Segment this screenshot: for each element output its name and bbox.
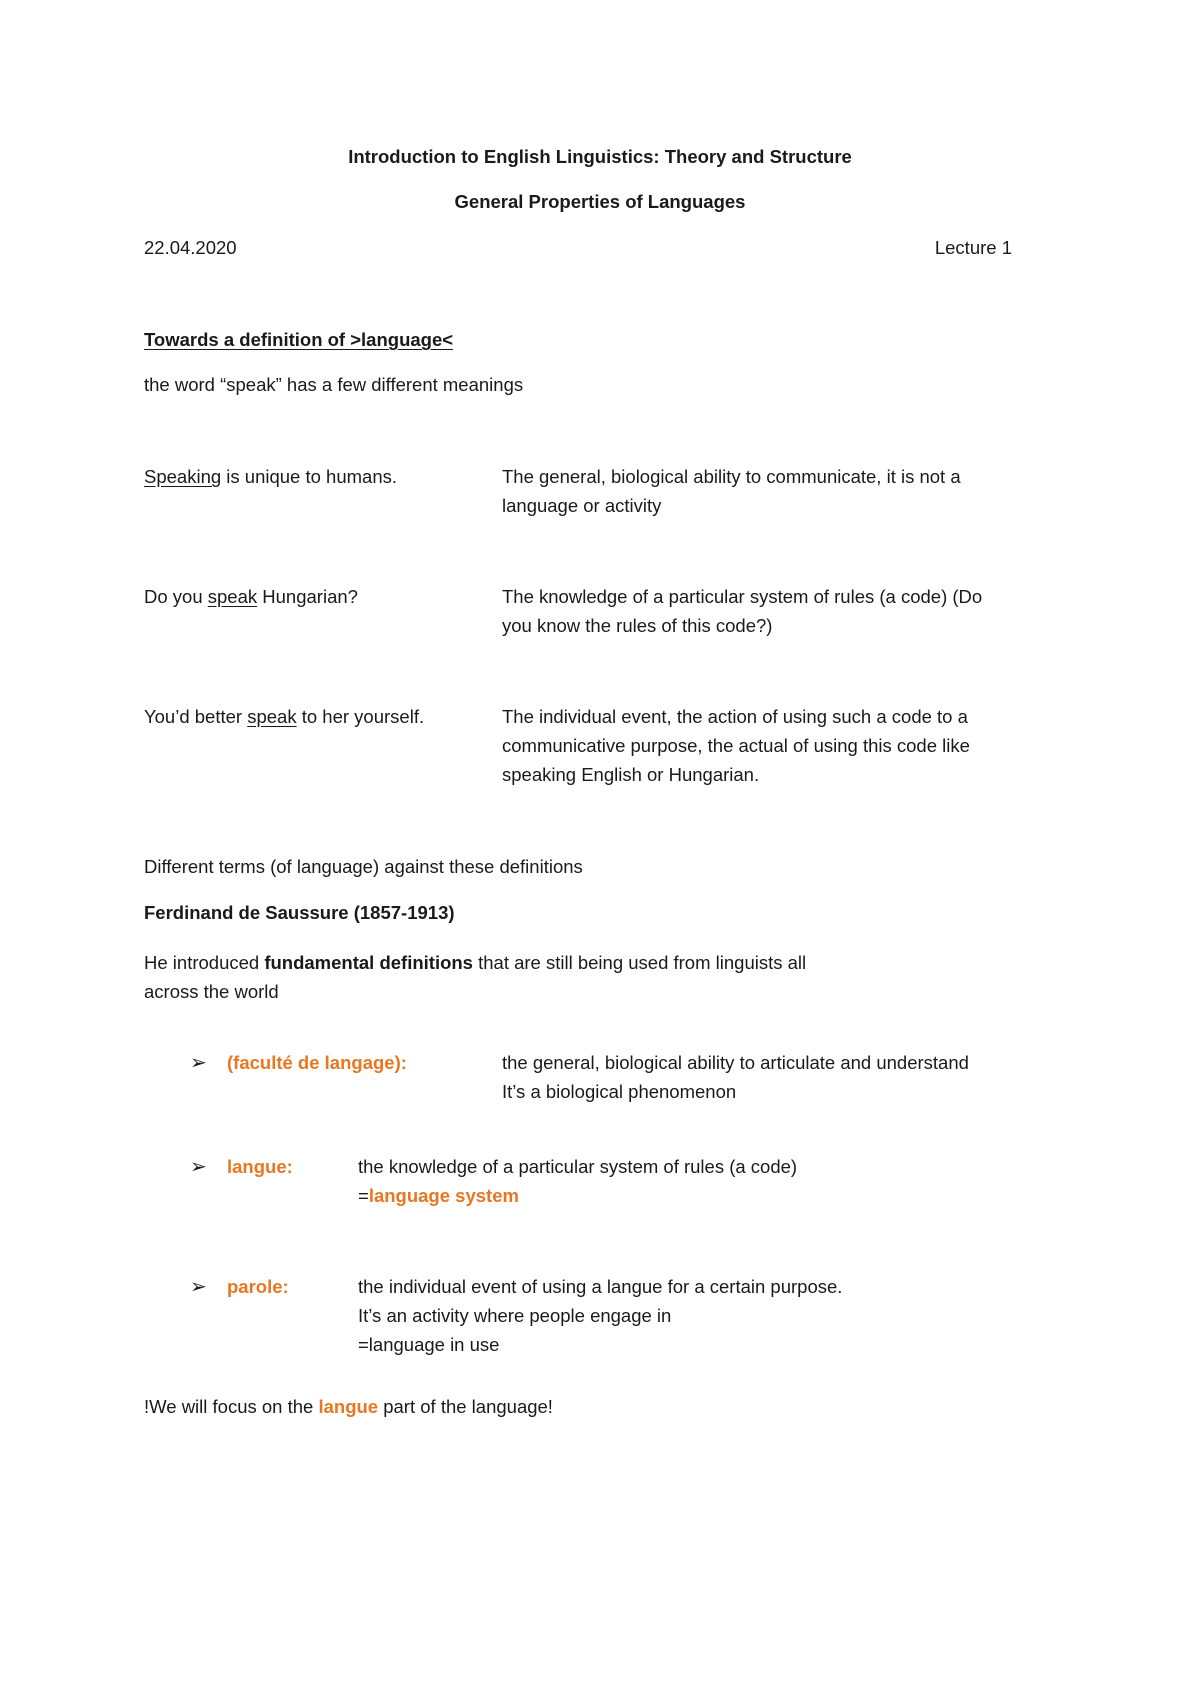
term-line: the general, biological ability to articulate and understand bbox=[502, 1052, 969, 1073]
desc-line: across the world bbox=[144, 981, 279, 1002]
example-keyword: speak bbox=[207, 586, 258, 607]
definition-line: you know the rules of this code?) bbox=[502, 615, 773, 636]
term-eq-highlight: language system bbox=[368, 1185, 519, 1206]
arrow-bullet-icon: ➢ bbox=[190, 1052, 207, 1074]
term-label: langue: bbox=[227, 1156, 293, 1177]
term-line: the individual event of using a langue for a certain purpose. bbox=[358, 1276, 843, 1297]
example-post: to her yourself. bbox=[296, 706, 425, 727]
conclusion-pre: !We will focus on the bbox=[144, 1396, 319, 1417]
example-keyword: speak bbox=[247, 706, 297, 727]
saussure-description bbox=[144, 948, 806, 1006]
definition-line: speaking English or Hungarian. bbox=[502, 764, 760, 785]
example-definition bbox=[502, 462, 961, 520]
example-sentence bbox=[144, 586, 358, 608]
lecture-date: 22.04.2020 bbox=[144, 237, 237, 258]
term-definition bbox=[358, 1272, 842, 1359]
term-definition bbox=[358, 1152, 797, 1210]
conclusion bbox=[144, 1396, 553, 1418]
definition-line: communicative purpose, the actual of using this code like bbox=[502, 735, 970, 756]
definition-line: The knowledge of a particular system of rules (a code) (Do bbox=[502, 586, 983, 607]
definition-line: The general, biological ability to communicate, it is not a bbox=[502, 466, 961, 487]
desc-bold: fundamental definitions bbox=[264, 952, 473, 973]
lecture-number: Lecture 1 bbox=[934, 237, 1012, 258]
term-line: =language in use bbox=[358, 1334, 500, 1355]
desc-pre: He introduced bbox=[144, 952, 265, 973]
example-keyword: Speaking bbox=[144, 466, 222, 487]
section-heading: Towards a definition of >language< bbox=[144, 329, 454, 350]
example-pre: Do you bbox=[144, 586, 208, 607]
term-label: parole: bbox=[227, 1276, 289, 1297]
terms-intro: Different terms (of language) against these definitions bbox=[144, 856, 583, 877]
term-eq-prefix: = bbox=[358, 1185, 369, 1206]
term-label: (faculté de langage): bbox=[227, 1052, 407, 1073]
term-definition bbox=[502, 1048, 969, 1106]
term-line: the knowledge of a particular system of rules (a code) bbox=[358, 1156, 798, 1177]
term-line: It’s a biological phenomenon bbox=[502, 1081, 737, 1102]
example-pre: You’d better bbox=[144, 706, 248, 727]
example-sentence bbox=[144, 466, 397, 488]
example-post: is unique to humans. bbox=[221, 466, 398, 487]
definition-line: The individual event, the action of using such a code to a bbox=[502, 706, 968, 727]
example-sentence bbox=[144, 706, 424, 728]
example-post: Hungarian? bbox=[257, 586, 358, 607]
arrow-bullet-icon: ➢ bbox=[190, 1156, 207, 1178]
course-title: Introduction to English Linguistics: Theory and Structure bbox=[348, 146, 852, 167]
arrow-bullet-icon: ➢ bbox=[190, 1276, 207, 1298]
example-definition bbox=[502, 702, 970, 789]
topic-title: General Properties of Languages bbox=[454, 191, 746, 212]
term-line: It’s an activity where people engage in bbox=[358, 1305, 672, 1326]
desc-post: that are still being used from linguists all bbox=[472, 952, 807, 973]
example-definition bbox=[502, 582, 982, 640]
conclusion-post: part of the language! bbox=[378, 1396, 553, 1417]
definition-line: language or activity bbox=[502, 495, 662, 516]
saussure-name: Ferdinand de Saussure (1857-1913) bbox=[144, 902, 455, 923]
conclusion-highlight: langue bbox=[318, 1396, 379, 1417]
section-intro: the word “speak” has a few different meanings bbox=[144, 374, 524, 395]
